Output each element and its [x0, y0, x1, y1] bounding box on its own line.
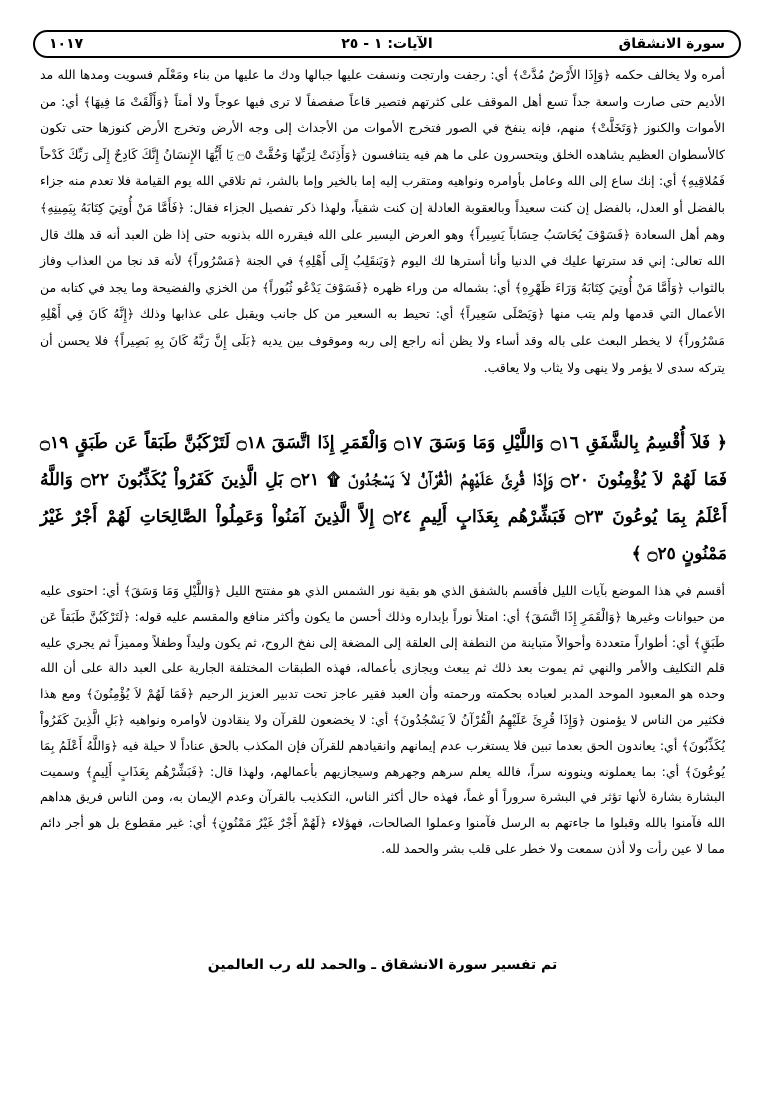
surah-name: سورة الانشقاق: [618, 36, 725, 52]
body-paragraph: أمره ولا يخالف حكمه ﴿وَإِذَا الأَرْضُ مُدَّتْ﴾ أي: رجفت وارتجت ونسفت عليها جبالها ودك ما عليها من بناء ومَعْلَم فسويت ومدها الله مد الأديم حتى صارت واسعة جداً تسع أهل الموقف على كثرتهم فتصير قاعاً صفصفاً لا ترى فيها عوجاً ولا أمتاً ﴿وَأَلْقَتْ مَا فِيهَا﴾ أي: من الأموات والكنوز ﴿وَتَخَلَّتْ﴾ منهم، فإنه ينفخ في الصور فتخرج الأموات من الأجداث إلى وجه الأرض وتخرج الأرض كنوزها حتى تكون كالأسطوان العظيم يشاهده الخلق ويتحسرون على ما هم فيه يتنافسون ﴿وَأَذِنَتْ لِرَبِّهَا وَحُقَّتْ ۝٥ يَا أَيُّهَا الإِنسَانُ إِنَّكَ كَادِحٌ إِلَى رَبِّكَ كَدْحاً فَمُلاقِيهِ﴾ أي: إنك ساع إلى الله وعامل بأوامره ونواهيه ومتقرب إليه إما بالخير وإما بالشر، ثم تلاقي الله يوم القيامة فلا تعدم منه جزاء بالفضل أو العدل، بالفضل إن كنت سعيداً وبالعقوبة العادلة إن كنت شقياً، ولهذا ذكر تفصيل الجزاء فقال: ﴿فَأَمَّا مَنْ أُوتِيَ كِتَابَهُ بِيَمِينِهِ﴾ وهم أهل السعادة ﴿فَسَوْفَ يُحَاسَبُ حِسَاباً يَسِيراً﴾ وهو العرض اليسير على الله فيقرره الله بذنوبه حتى إذا ظن العبد أنه قد هلك قال الله تعالى: إني قد سترتها عليك في الدنيا وأنا أسترها لك اليوم ﴿وَيَنقَلِبُ إِلَى أَهْلِهِ﴾ في الجنة ﴿مَسْرُوراً﴾ لأنه قد نجا من العذاب وفاز بالثواب ﴿وَأَمَّا مَنْ أُوتِيَ كِتَابَهُ وَرَاءَ ظَهْرِهِ﴾ أي: بشماله من وراء ظهره ﴿فَسَوْفَ يَدْعُو ثُبُوراً﴾ من الخزي والفضيحة وما يجد في كتابه من الأعمال التي قدمها ولم يتب منها ﴿وَيَصْلَى سَعِيراً﴾ أي: تحيط به السعير من كل جانب ويقبل على عذابها وذلك ﴿إِنَّهُ كَانَ فِي أَهْلِهِ مَسْرُوراً﴾ لا يخطر البعث على باله وقد أساء ولا يظن أنه راجع إلى ربه وموقوف بين يديه ﴿بَلَى إِنَّ رَبَّهُ كَانَ بِهِ بَصِيراً﴾ فلا يحسن أن يتركه سدى لا يؤمر ولا ينهى ولا يثاب ولا يعاقب.: [40, 67, 725, 375]
quran-verses-block: [40, 425, 727, 573]
tafsir-intro-text: [40, 62, 725, 381]
page-header: [33, 30, 741, 58]
verses-text: ﴿ فَلاَ أُقْسِمُ بِالشَّفَقِ ۝١٦ وَاللَّيْلِ وَمَا وَسَقَ ۝١٧ وَالْقَمَرِ إِذَا اتَّسَقَ ۝١٨ لَتَرْكَبُنَّ طَبَقاً عَن طَبَقٍ ۝١٩ فَمَا لَهُمْ لاَ يُؤْمِنُونَ ۝٢٠ وَإِذَا قُرِئَ عَلَيْهِمُ الْقُرْآنُ لاَ يَسْجُدُونَ ۩ ۝٢١ بَلِ الَّذِينَ كَفَرُواْ يُكَذِّبُونَ ۝٢٢ وَاللَّهُ أَعْلَمُ بِمَا يُوعُونَ ۝٢٣ فَبَشِّرْهُم بِعَذَابٍ أَلِيمٍ ۝٢٤ إِلاَّ الَّذِينَ آمَنُواْ وَعَمِلُواْ الصَّالِحَاتِ لَهُمْ أَجْرٌ غَيْرُ مَمْنُونٍ ۝٢٥ ﴾: [40, 433, 728, 564]
commentary-paragraph: أقسم في هذا الموضع بآيات الليل فأقسم بالشفق الذي هو بقية نور الشمس الذي هو مفتتح الليل ﴿وَاللَّيْلِ وَمَا وَسَقَ﴾ أي: احتوى عليه من حيوانات وغيرها ﴿وَالْقَمَرِ إِذَا اتَّسَقَ﴾ أي: امتلأ نوراً بإبداره وذلك أحسن ما يكون وأكثر منافع والمقسم عليه قوله: ﴿لَتَرْكَبُنَّ طَبَقاً عَن طَبَقٍ﴾ أي: أطواراً متعددة وأحوالاً متباينة من النطفة إلى العلقة إلى المضغة إلى نفخ الروح، ثم يكون وليداً وطفلاً ومميزاً ثم يجري عليه قلم التكليف والأمر والنهي ثم يموت بعد ذلك ثم يبعث ويجازى بأعماله، فهذه الطبقات المختلفة الجارية على العبد دالة على أن الله وحده هو المعبود الموحد المدبر لعباده بحكمته ورحمته وأن العبد فقير عاجز تحت تدبير العزيز الرحيم ﴿فَمَا لَهُمْ لاَ يُؤْمِنُونَ﴾ ومع هذا فكثير من الناس لا يؤمنون ﴿وَإِذَا قُرِئَ عَلَيْهِمُ الْقُرْآنُ لاَ يَسْجُدُونَ﴾ أي: لا يخضعون للقرآن ولا ينقادون لأوامره ونواهيه ﴿بَلِ الَّذِينَ كَفَرُواْ يُكَذِّبُونَ﴾ أي: يعاندون الحق بعدما تبين فلا يستغرب عدم إيمانهم وانقيادهم للقرآن فإن المكذب بالحق عناداً لا حيلة فيه ﴿وَاللَّهُ أَعْلَمُ بِمَا يُوعُونَ﴾ أي: بما يعملونه وينوونه سراً، فالله يعلم سرهم وجهرهم وسيجازيهم بأعمالهم، ولهذا قال: ﴿فَبَشِّرْهُم بِعَذَابٍ أَلِيمٍ﴾ وسميت البشارة بشارة لأنها تؤثر في البشرة سروراً أو غماً، فهذه حال أكثر الناس، التكذيب بالقرآن وعدم الإيمان به، ومن الناس فريق هداهم الله فآمنوا بالله وقبلوا ما جاءتهم به الرسل فآمنوا وعملوا الصالحات، فهؤلاء ﴿لَهُمْ أَجْرٌ غَيْرُ مَمْنُونٍ﴾ أي: غير مقطوع بل هو أجر دائم مما لا عين رأت ولا أذن سمعت ولا خطر على قلب بشر والحمد لله.: [40, 583, 725, 856]
surah-end-note: تم تفسير سورة الانشقاق ـ والحمد لله رب العالمين: [207, 957, 558, 973]
tafsir-commentary: [40, 578, 725, 862]
page-number: ١٠١٧: [49, 36, 84, 52]
ayat-range: الآيات: ١ - ٢٥: [341, 36, 433, 52]
